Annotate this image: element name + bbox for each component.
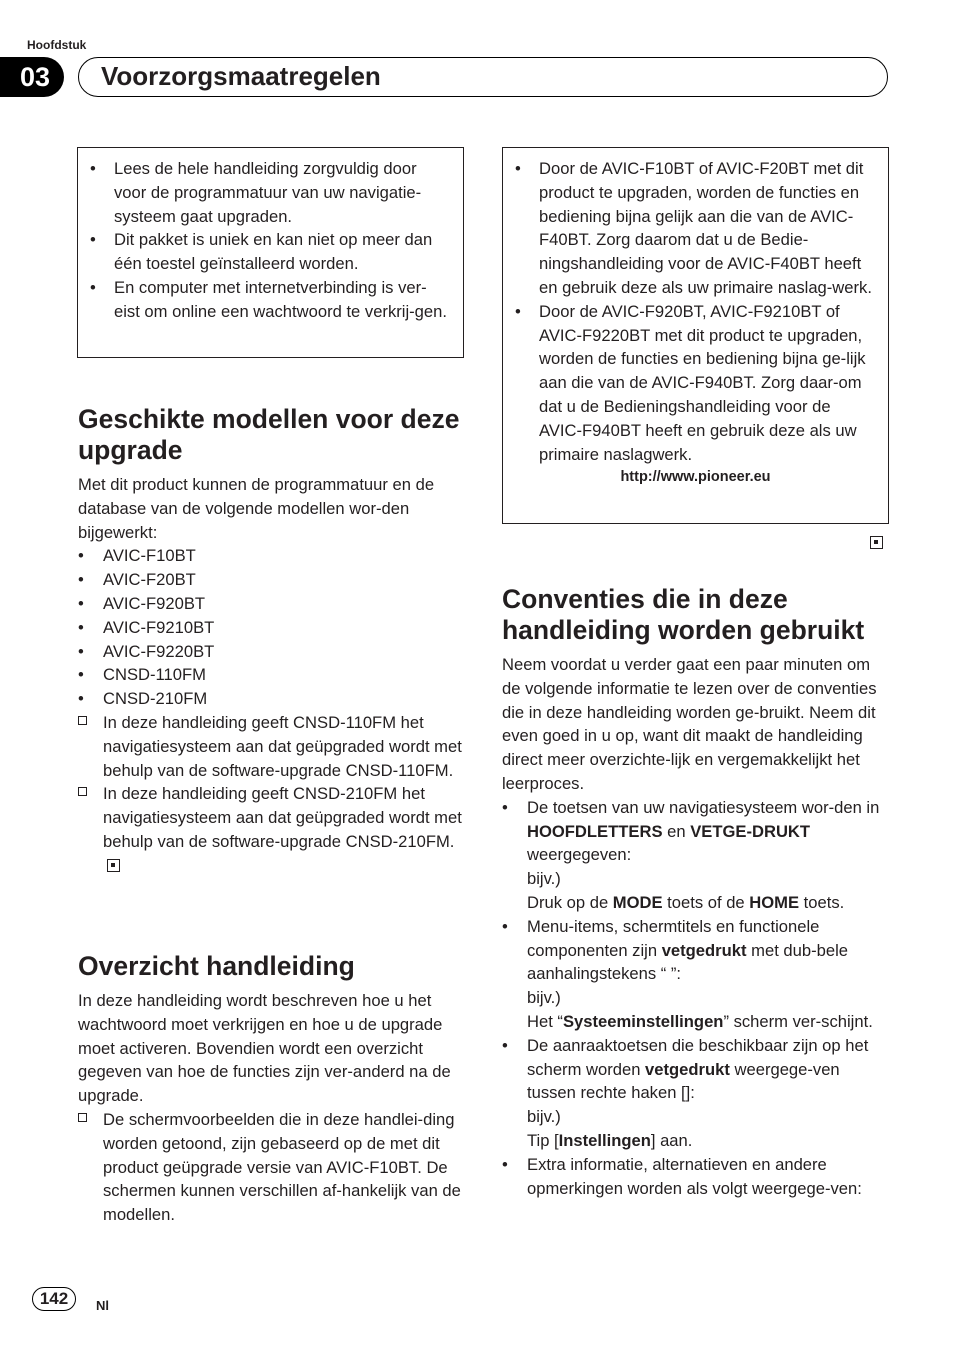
text: en [662,821,691,841]
list-item: • En computer met internetverbinding is ver-eist om online een wachtwoord te verkrij-gen. [90,276,451,324]
convention-item [502,1034,889,1153]
model-item: • AVIC-F9210BT [78,616,464,640]
note-item [78,782,464,877]
bold-text: VETGE-DRUKT [690,821,811,841]
upgrade-info-box [502,147,889,524]
section-overview [78,951,464,1227]
model-item: • AVIC-F20BT [78,568,464,592]
convention-item [502,796,889,915]
bold-text: HOOFDLETTERS [527,821,663,841]
section-title: Geschikte modellen voor deze upgrade [78,404,460,465]
convention-item: • Extra informatie, alternatieven en andere opmerkingen worden als volgt weergege-ven: [502,1153,889,1201]
section-title: Overzicht handleiding [78,951,355,981]
text: weergegeven: [527,845,632,865]
note-item [78,1108,464,1227]
text: Druk op de [527,892,613,912]
bold-text: HOME [749,892,800,912]
example-label: bijv.) [527,869,561,889]
section-intro: Neem voordat u verder gaat een paar minuten om de volgende informatie te lezen over de conventies die in deze handleiding worden ge-bruikt. Neem dit even goed in u op, want dit maakt de handleiding direct meer overzichte-lijk en vergemakkelijkt het leerproces. [502,655,877,793]
text: Menu-items, schermtitels en functionele componenten zijn [527,916,820,960]
note-text: In deze handleiding geeft CNSD-110FM het navigatiesysteem aan dat geüpgraded wordt met behulp van de software-upgrade CNSD-110FM. [103,712,462,780]
section-conventions [502,584,889,1200]
section-intro: In deze handleiding wordt beschreven hoe u het wachtwoord moet verkrijgen en hoe u de upgrade moet activeren. Bovendien wordt een overzicht gegeven van hoe de functies zijn ver-anderd na de upgrade. [78,991,451,1106]
chapter-label: Hoofdstuk [27,38,87,52]
list-item: • Lees de hele handleiding zorgvuldig door voor de programmatuur van uw navigatie-systeem gaat upgraden. [90,157,451,228]
list-item: • Dit pakket is uniek en kan niet op meer dan één toestel geïnstalleerd worden. [90,228,451,276]
note-checkbox-icon [78,787,87,796]
note-item [78,711,464,782]
section-intro: Met dit product kunnen de programmatuur en de database van de volgende modellen wor-den bijgewerkt: [78,475,435,542]
end-of-section-icon [870,536,883,549]
model-item: • AVIC-F920BT [78,592,464,616]
chapter-number: 03 [0,57,64,97]
bold-text: vetgedrukt [661,940,747,960]
model-item: • AVIC-F9220BT [78,640,464,664]
example-text [527,1010,889,1034]
text: ] aan. [650,1130,693,1150]
text: weergege-ven tussen rechte haken []: [527,1059,840,1103]
text: toets of de [662,892,750,912]
text: Het “ [527,1011,563,1031]
note-checkbox-icon [78,716,87,725]
section-models [78,404,464,878]
text: De toetsen van uw navigatiesysteem wor-den in [527,797,880,817]
bold-text: Systeeminstellingen [562,1011,724,1031]
convention-item [502,915,889,1034]
end-of-section-icon [107,859,120,872]
text: met dub-bele aanhalingstekens “ ”: [527,940,848,984]
model-item: • CNSD-110FM [78,663,464,687]
language-code: Nl [96,1298,109,1313]
note-checkbox-icon [78,1113,87,1122]
bold-text: Instellingen [558,1130,651,1150]
website-link[interactable]: http://www.pioneer.eu [620,469,771,486]
note-text: In deze handleiding geeft CNSD-210FM het navigatiesysteem aan dat geüpgraded wordt met behulp van de software-upgrade CNSD-210FM. [103,784,462,851]
section-title: Conventies die in deze handleiding worden gebruikt [502,584,865,645]
text: De aanraaktoetsen die beschikbaar zijn op het scherm worden [527,1035,869,1079]
text: ” scherm ver-schijnt. [723,1011,873,1031]
text: Tip [ [527,1130,559,1150]
model-item: • CNSD-210FM [78,687,464,711]
list-item: • Door de AVIC-F10BT of AVIC-F20BT met dit product te upgraden, worden de functies en bediening bijna gelijk aan die van de AVIC-F40BT. Zorg daarom dat u de Bedie-ningshandleiding voor de AVIC-F40BT heeft en gebruik deze als uw primaire naslag-werk. [515,157,876,300]
chapter-title: Voorzorgsmaatregelen [78,57,888,97]
bold-text: MODE [612,892,663,912]
model-item: • AVIC-F10BT [78,544,464,568]
list-item: • Door de AVIC-F920BT, AVIC-F9210BT of AVIC-F9220BT met dit product te upgraden, worden de functies en bediening bijna ge-lijk aan die van de AVIC-F940BT. Zorg daar-om dat u de Bedieningshandleiding voor de AVIC-F940BT heeft en gebruik deze als uw primaire naslagwerk. [515,300,876,467]
note-text: De schermvoorbeelden die in deze handlei-ding worden getoond, zijn gebaseerd op de met dit product geüpgrade versie van AVIC-F10BT. De schermen kunnen verschillen af-hankelijk van de modellen. [103,1109,461,1225]
example-text [527,891,889,915]
example-text [527,1129,889,1153]
example-label: bijv.) [527,1107,561,1127]
page-number: 142 [32,1287,76,1311]
precautions-box [77,147,464,358]
text: toets. [799,892,845,912]
bold-text: vetgedrukt [645,1059,730,1079]
example-label: bijv.) [527,988,561,1008]
